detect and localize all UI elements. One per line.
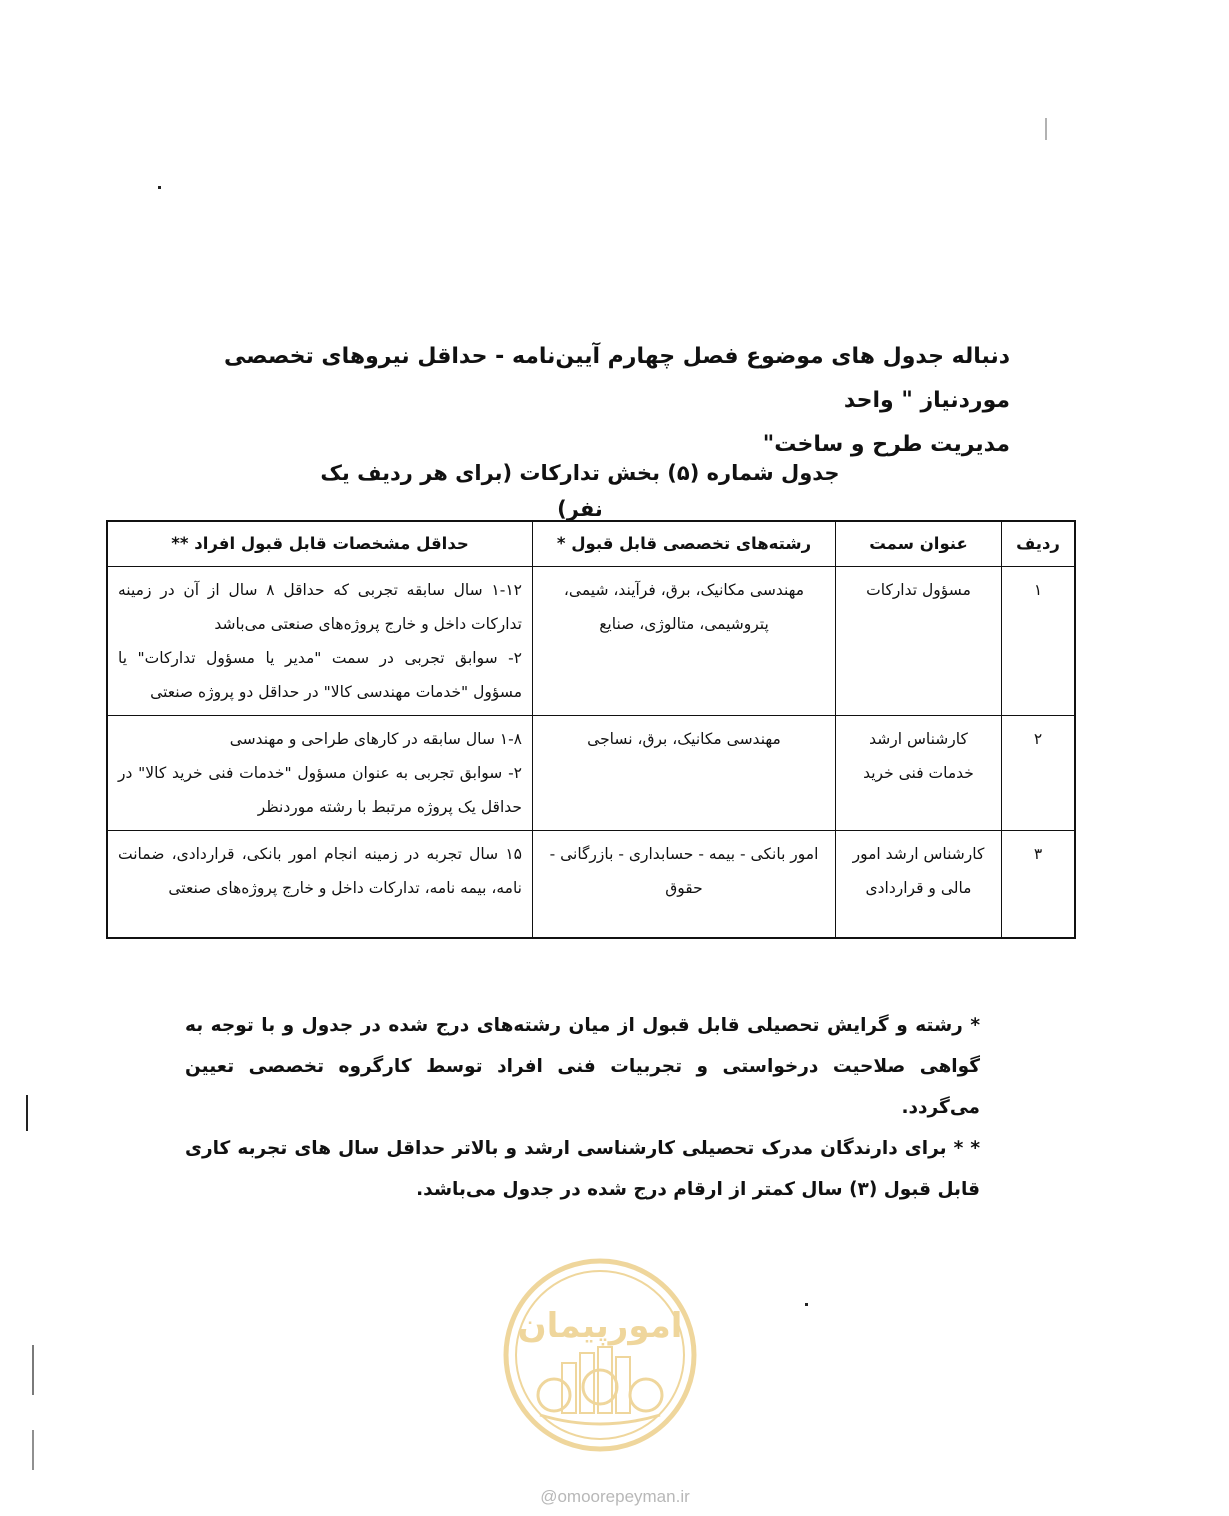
scan-speck xyxy=(158,186,161,189)
table-row xyxy=(107,567,1075,716)
position-title: مسؤول تدارکات xyxy=(836,567,1002,716)
scan-speck xyxy=(1045,118,1047,140)
table-header-row xyxy=(107,521,1075,567)
svg-text:امورپیمان: امورپیمان xyxy=(517,1306,683,1346)
position-title: کارشناس ارشد خدمات فنی خرید xyxy=(836,716,1002,831)
row-number: ۱ xyxy=(1002,567,1076,716)
footnotes xyxy=(185,1005,980,1210)
acceptable-fields: امور بانکی - بیمه - حسابداری - بازرگانی - حقوق xyxy=(533,831,836,939)
minimum-requirements xyxy=(107,567,533,716)
table-row xyxy=(107,831,1075,939)
acceptable-fields: مهندسی مکانیک، برق، نساجی xyxy=(533,716,836,831)
scan-speck xyxy=(26,1095,28,1131)
scan-speck xyxy=(32,1345,34,1395)
document-heading xyxy=(185,335,1010,467)
heading-line-1: دنباله جدول های موضوع فصل چهارم آیین‌نامه - حداقل نیروهای تخصصی موردنیاز " واحد xyxy=(224,344,1010,413)
watermark-website: @omoorepeyman.ir xyxy=(540,1487,690,1506)
watermark-seal-logo xyxy=(500,1255,700,1455)
acceptable-fields: مهندسی مکانیک، برق، فرآیند، شیمی، پتروشیمی، متالوژی، صنایع xyxy=(533,567,836,716)
requirement-item: ۲- سوابق تجربی در سمت "مدیر یا مسؤول تدارکات" یا مسؤول "خدمات مهندسی کالا" در حداقل دو پروژه صنعتی xyxy=(118,649,522,701)
requirement-item: ۲- سوابق تجربی به عنوان مسؤول "خدمات فنی خرید کالا" در حداقل یک پروژه مرتبط با رشته موردنظر xyxy=(118,764,522,816)
heading-line-2: مدیریت طرح و ساخت" xyxy=(762,432,1010,457)
requirement-item: ۱۵ سال تجربه در زمینه انجام امور بانکی، قراردادی، ضمانت نامه، بیمه نامه، تدارکات داخل و خارج پروژه‌های صنعتی xyxy=(118,845,522,897)
position-title: کارشناس ارشد امور مالی و قراردادی xyxy=(836,831,1002,939)
footnote-experience: * * برای دارندگان مدرک تحصیلی کارشناسی ارشد و بالاتر حداقل سال های تجربه کاری قابل قبول (۳) سال کمتر از ارقام درج شده در جدول می‌باشد. xyxy=(185,1138,980,1200)
header-row-number: ردیف xyxy=(1002,521,1076,567)
header-position-title: عنوان سمت xyxy=(836,521,1002,567)
requirement-item: ۱-۸ سال سابقه در کارهای طراحی و مهندسی xyxy=(229,730,522,748)
footnote-fields: * رشته و گرایش تحصیلی قابل قبول از میان رشته‌های درج شده در جدول و با توجه به گواهی صلاحیت درخواستی و تجربیات فنی افراد توسط کارگروه تخصصی تعیین می‌گردد. xyxy=(185,1015,980,1118)
requirement-item: ۱-۱۲ سال سابقه تجربی که حداقل ۸ سال از آن در زمینه تدارکات داخل و خارج پروژه‌های صنعتی می‌باشد xyxy=(118,581,522,633)
table-title: جدول شماره (۵) بخش تدارکات (برای هر ردیف یک نفر) xyxy=(320,461,840,521)
minimum-requirements xyxy=(107,831,533,939)
scan-speck xyxy=(32,1430,34,1470)
minimum-requirements xyxy=(107,716,533,831)
table-row xyxy=(107,716,1075,831)
row-number: ۳ xyxy=(1002,831,1076,939)
header-minimum-requirements: حداقل مشخصات قابل قبول افراد ** xyxy=(107,521,533,567)
header-acceptable-fields: رشته‌های تخصصی قابل قبول * xyxy=(533,521,836,567)
scan-speck xyxy=(805,1303,808,1306)
row-number: ۲ xyxy=(1002,716,1076,831)
staff-requirements-table xyxy=(106,520,1076,939)
